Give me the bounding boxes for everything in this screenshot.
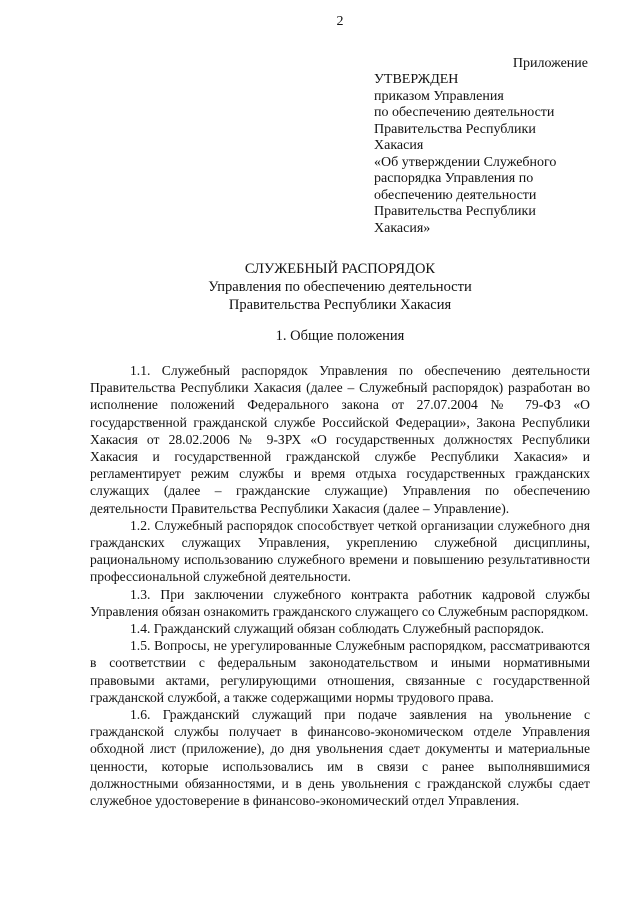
appendix-label: Приложение (512, 56, 588, 71)
title-main: СЛУЖЕБНЫЙ РАСПОРЯДОК (244, 261, 436, 277)
approval-block (374, 72, 614, 237)
approval-line: Хакасия» (374, 220, 431, 236)
approval-line: по обеспечению деятельности (374, 105, 555, 120)
document-title (0, 260, 640, 314)
approval-line: распорядка Управления по (374, 171, 534, 186)
approval-line: Хакасия (374, 138, 424, 153)
paragraph-1-1: 1.1. Служебный распорядок Управления по обеспечению деятельности Правительства Республики Хакасия (далее – Служебный распорядок) разработан во исполнение положений Федерального закона от 27.07.2004 № 79-ФЗ «О государственной гражданской службе Российской Федерации», Закона Республики Хакасия от 28.02.2006 № 9-ЗРХ «О государственных должностях Республики Хакасия и государственной гражданской службе Республики Хакасия» и регламентирует режим службы и время отдыха государственных гражданских служащих (далее – гражданские служащие) Управления по обеспечению деятельности Правительства Республики Хакасия (далее – Управление). (90, 363, 590, 516)
paragraph-1-6: 1.6. Гражданский служащий при подаче заявления на увольнение с гражданской службы получает в финансово-экономическом отделе Управления обходной лист (приложение), до дня увольнения сдает документы и материальные ценности, которые использовались им в связи с ранее выполнявшимися должностными обязанностями, и в день увольнения с гражданской службы сдает служебное удостоверение в финансово-экономический отдел Управления. (90, 707, 590, 809)
title-subline: Управления по обеспечению деятельности (208, 279, 472, 295)
paragraph-1-2: 1.2. Служебный распорядок способствует четкой организации служебного дня гражданских служащих Управления, укреплению служебной дисциплины, рациональному использованию служебного времени и повышению результативности профессиональной служебной деятельности. (90, 517, 590, 585)
approval-line: «Об утверждении Служебного (374, 154, 557, 170)
approval-line: приказом Управления (374, 88, 504, 104)
paragraph-1-5: 1.5. Вопросы, не урегулированные Служебным распорядком, рассматриваются в соответствии с федеральным законодательством и иными нормативными правовыми актами, регулирующими отношения, связанные с государственной гражданской службой, а также содержащими нормы трудового права. (90, 638, 590, 705)
paragraph-1-4: 1.4. Гражданский служащий обязан соблюдать Служебный распорядок. (130, 621, 545, 637)
body-text (90, 362, 590, 809)
approval-line: обеспечению деятельности (374, 187, 537, 203)
section-heading: 1. Общие положения (275, 328, 405, 344)
approval-line: Правительства Республики (374, 204, 536, 219)
page-number: 2 (336, 14, 344, 29)
title-subline: Правительства Республики Хакасия (228, 297, 452, 313)
approval-heading: УТВЕРЖДЕН (374, 72, 459, 87)
approval-line: Правительства Республики (374, 121, 536, 137)
paragraph-1-3: 1.3. При заключении служебного контракта работник кадровой службы Управления обязан ознакомить гражданского служащего со Служебным распорядком. (90, 586, 590, 619)
